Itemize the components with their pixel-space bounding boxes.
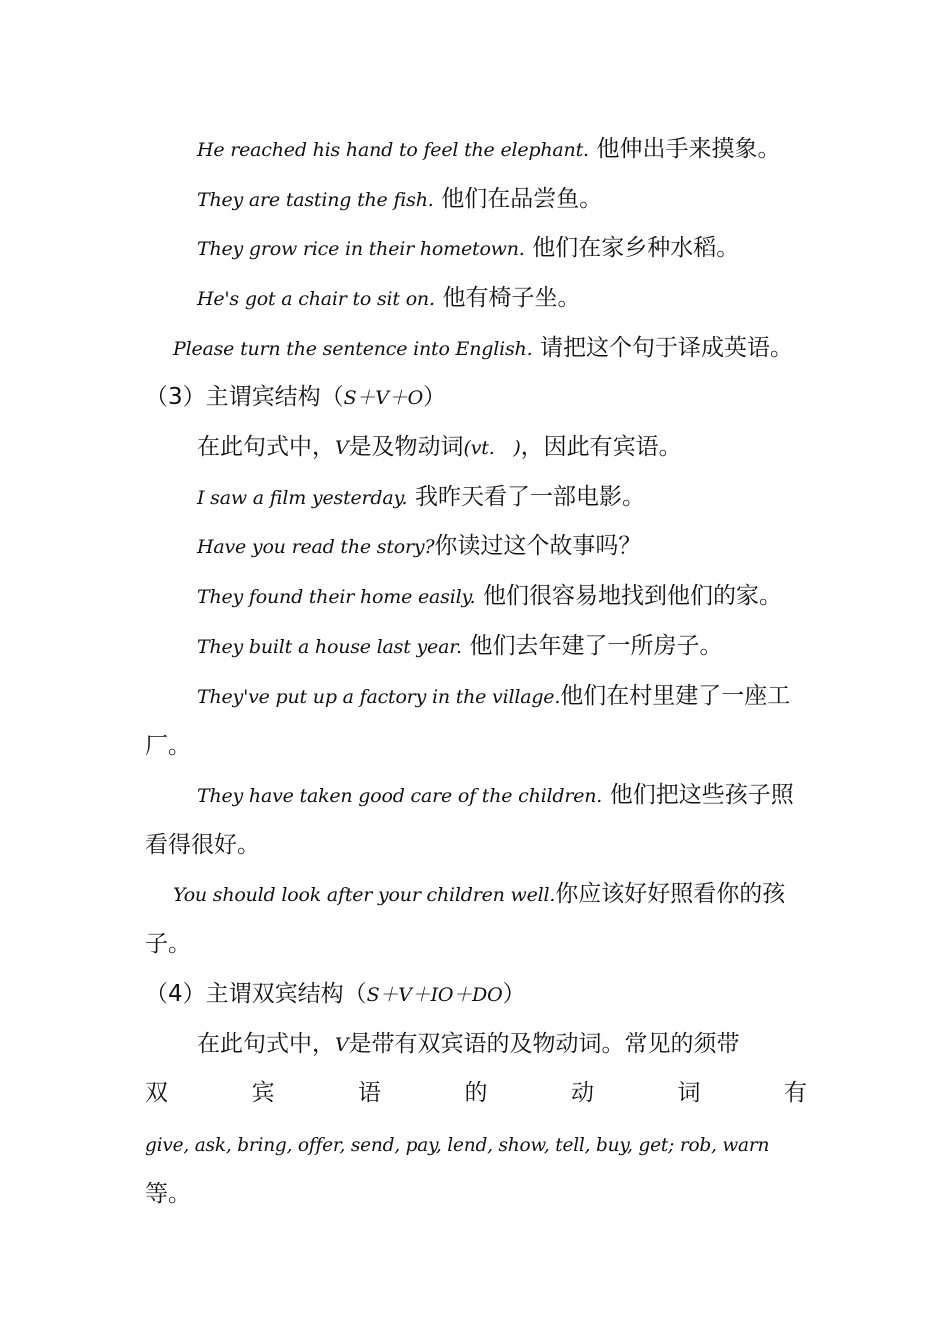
english-sentence: Have you read the story? [197, 536, 435, 558]
english-sentence: You should look after your children well. [173, 884, 556, 906]
english-sentence: They have taken good care of the children. [197, 785, 603, 807]
example-line-10 [145, 675, 807, 715]
example-line-7 [145, 525, 807, 565]
chinese-translation: 你应该好好照看你的孩 [555, 881, 786, 907]
example-line-11-continued: 看得很好。 [145, 832, 260, 858]
chinese-translation: 你读过这个故事吗？ [434, 533, 642, 559]
chinese-translation: 他们在品尝鱼。 [441, 186, 603, 212]
chinese-translation: 他们很容易地找到他们的家。 [482, 583, 782, 609]
english-sentence: They found their home easily. [197, 586, 476, 608]
english-sentence: They grow rice in their hometown. [197, 238, 525, 260]
chinese-translation: 他有椅子坐。 [442, 285, 581, 311]
section-4-spread-line: 双 宾 语 的 动 词 有 [145, 1080, 807, 1106]
example-line-5 [145, 327, 807, 367]
example-line-12-continued: 子。 [145, 931, 191, 957]
chinese-translation: 他们把这些孩子照 [609, 782, 794, 808]
chinese-translation: 请把这个句于译成英语。 [540, 335, 794, 361]
chinese-translation: 我昨天看了一部电影。 [415, 484, 646, 510]
example-line-8 [145, 575, 807, 615]
chinese-translation: 他们去年建了一所房子。 [469, 633, 723, 659]
section-3-description: 在此句式中，V是及物动词(vt. )，因此有宾语。 [197, 434, 682, 460]
example-line-4 [145, 277, 807, 317]
english-sentence: They've put up a factory in the village. [197, 686, 561, 708]
example-line-3 [145, 227, 807, 267]
english-sentence: Please turn the sentence into English. [173, 338, 533, 360]
section-4-end: 等。 [145, 1181, 191, 1207]
formula: S＋V＋O [343, 387, 423, 409]
section-3-heading: （3）主谓宾结构（S＋V＋O） [145, 384, 446, 410]
example-line-6 [145, 476, 807, 516]
example-line-12 [145, 873, 807, 913]
chinese-translation: 他们在村里建了一座工 [560, 683, 791, 709]
english-sentence: He's got a chair to sit on. [197, 288, 435, 310]
example-line-11 [145, 774, 807, 814]
english-sentence: He reached his hand to feel the elephant. [197, 139, 589, 161]
english-sentence: They built a house last year. [197, 636, 462, 658]
example-line-9 [145, 625, 807, 665]
example-line-2 [145, 178, 807, 218]
verb-list: give, ask, bring, offer, send, pay, lend, show, tell, buy, get; rob, warn [145, 1135, 770, 1156]
section-4-heading: （4）主谓双宾结构（S＋V＋IO＋DO） [145, 981, 526, 1007]
english-sentence: They are tasting the fish. [197, 189, 434, 211]
english-sentence: I saw a film yesterday. [197, 487, 408, 509]
chinese-translation: 他伸出手来摸象。 [596, 136, 781, 162]
example-line-10-continued: 厂。 [145, 733, 191, 759]
formula: S＋V＋IO＋DO [366, 984, 503, 1006]
example-line-1 [145, 128, 807, 168]
section-4-description: 在此句式中，V是带有双宾语的及物动词。常见的须带 [197, 1031, 740, 1057]
chinese-translation: 他们在家乡种水稻。 [532, 235, 740, 261]
